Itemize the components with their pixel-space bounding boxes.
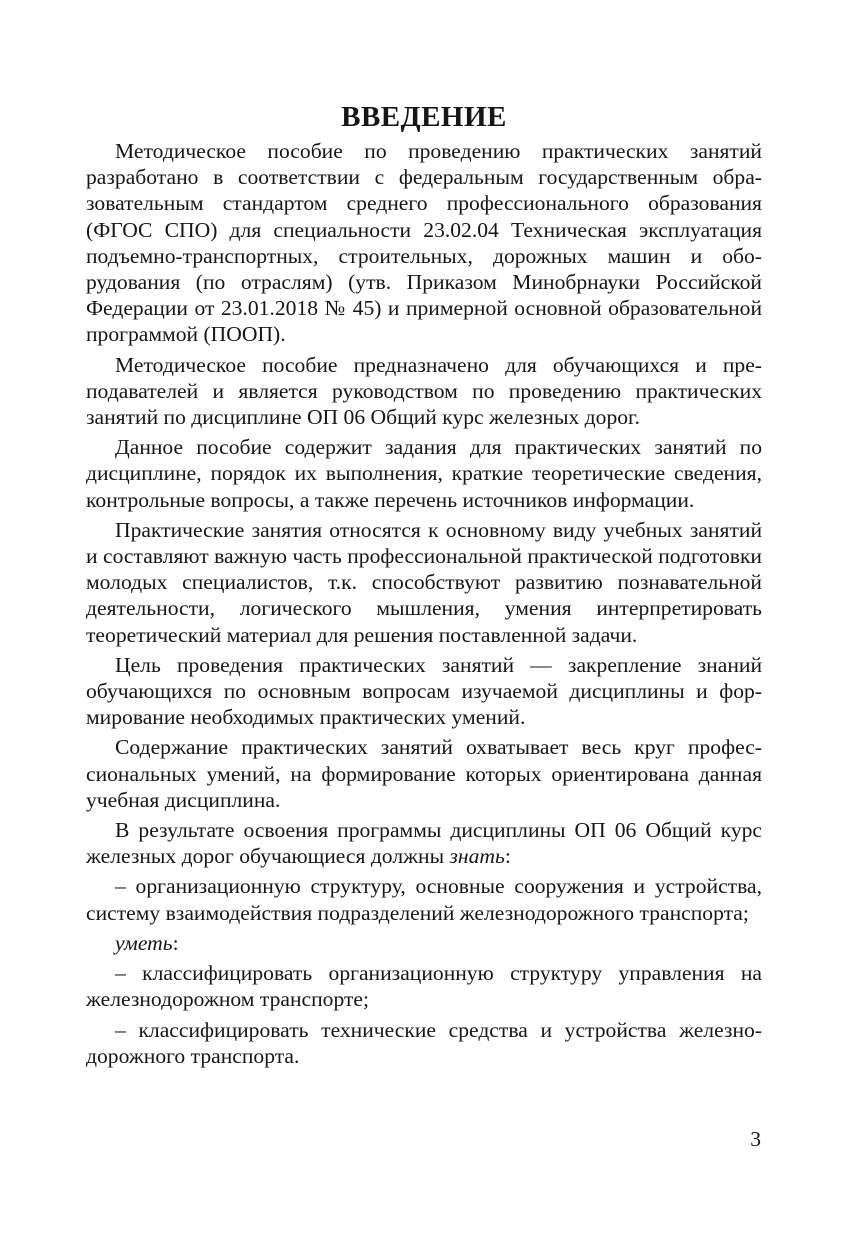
skill-item: – классифицировать организационную структуру управления на железнодорожном транспорте; (86, 961, 762, 1012)
results-intro-tail: : (504, 844, 511, 869)
paragraph-contents: Данное пособие содержит задания для практических занятий по дисциплине, порядок их выполнения, краткие теоретические сведения, контрольные вопросы, а также перечень источников информации. (86, 435, 762, 512)
paragraph-goal: Цель проведения практических занятий — закрепление знаний обучающихся по основным вопросам изучаемой дисциплины и формирование необходимых практических умений. (86, 652, 762, 730)
skills-label-tail: : (172, 930, 179, 955)
results-intro-emphasis: знать (449, 844, 505, 869)
document-page (86, 98, 762, 1073)
paragraph-practical-classes: Практические занятия относятся к основному виду учебных занятий и составляют важную часть профессиональной практической подготовки молодых специалистов, т.к. способствуют развитию познавательной деятельности, логического мышления, умения интерпретировать теоретический материал для решения поставленной задачи. (86, 517, 762, 647)
skills-label (86, 930, 762, 956)
results-intro-text: В результате освоения программы дисциплины ОП 06 Общий курс железных дорог обучающиеся должны (86, 818, 762, 869)
skill-item: – классифицировать технические средства и устройства железнодорожного транспорта. (86, 1017, 762, 1068)
paragraph-purpose: Методическое пособие по проведению практических занятий разработано в соответствии с федеральным государственным образовательным стандартом среднего профессионального образования (ФГОС СПО) для специальности 23.02.04 Техническая эксплуатация подъемно-транспортных, строительных, дорожных машин и оборудования (по отраслям) (утв. Приказом Минобрнауки Российской Федерации от 23.01.2018 № 45) и примерной основной образовательной программой (ПООП). (86, 139, 762, 347)
section-title: ВВЕДЕНИЕ (341, 101, 507, 133)
skills-label-emphasis: уметь (115, 930, 173, 955)
paragraph-audience: Методическое пособие предназначено для обучающихся и преподавателей и является руководством по проведению практических занятий по дисциплине ОП 06 Общий курс железных дорог. (86, 352, 762, 430)
know-item: – организационную структуру, основные сооружения и устройства, систему взаимодействия подразделений железнодорожного транспорта; (86, 874, 762, 925)
paragraph-scope: Содержание практических занятий охватывает весь круг профессиональных умений, на формирование которых ориентирована данная учебная дисциплина. (86, 735, 762, 812)
page-number: 3 (750, 1127, 761, 1151)
paragraph-results-intro (86, 817, 762, 869)
